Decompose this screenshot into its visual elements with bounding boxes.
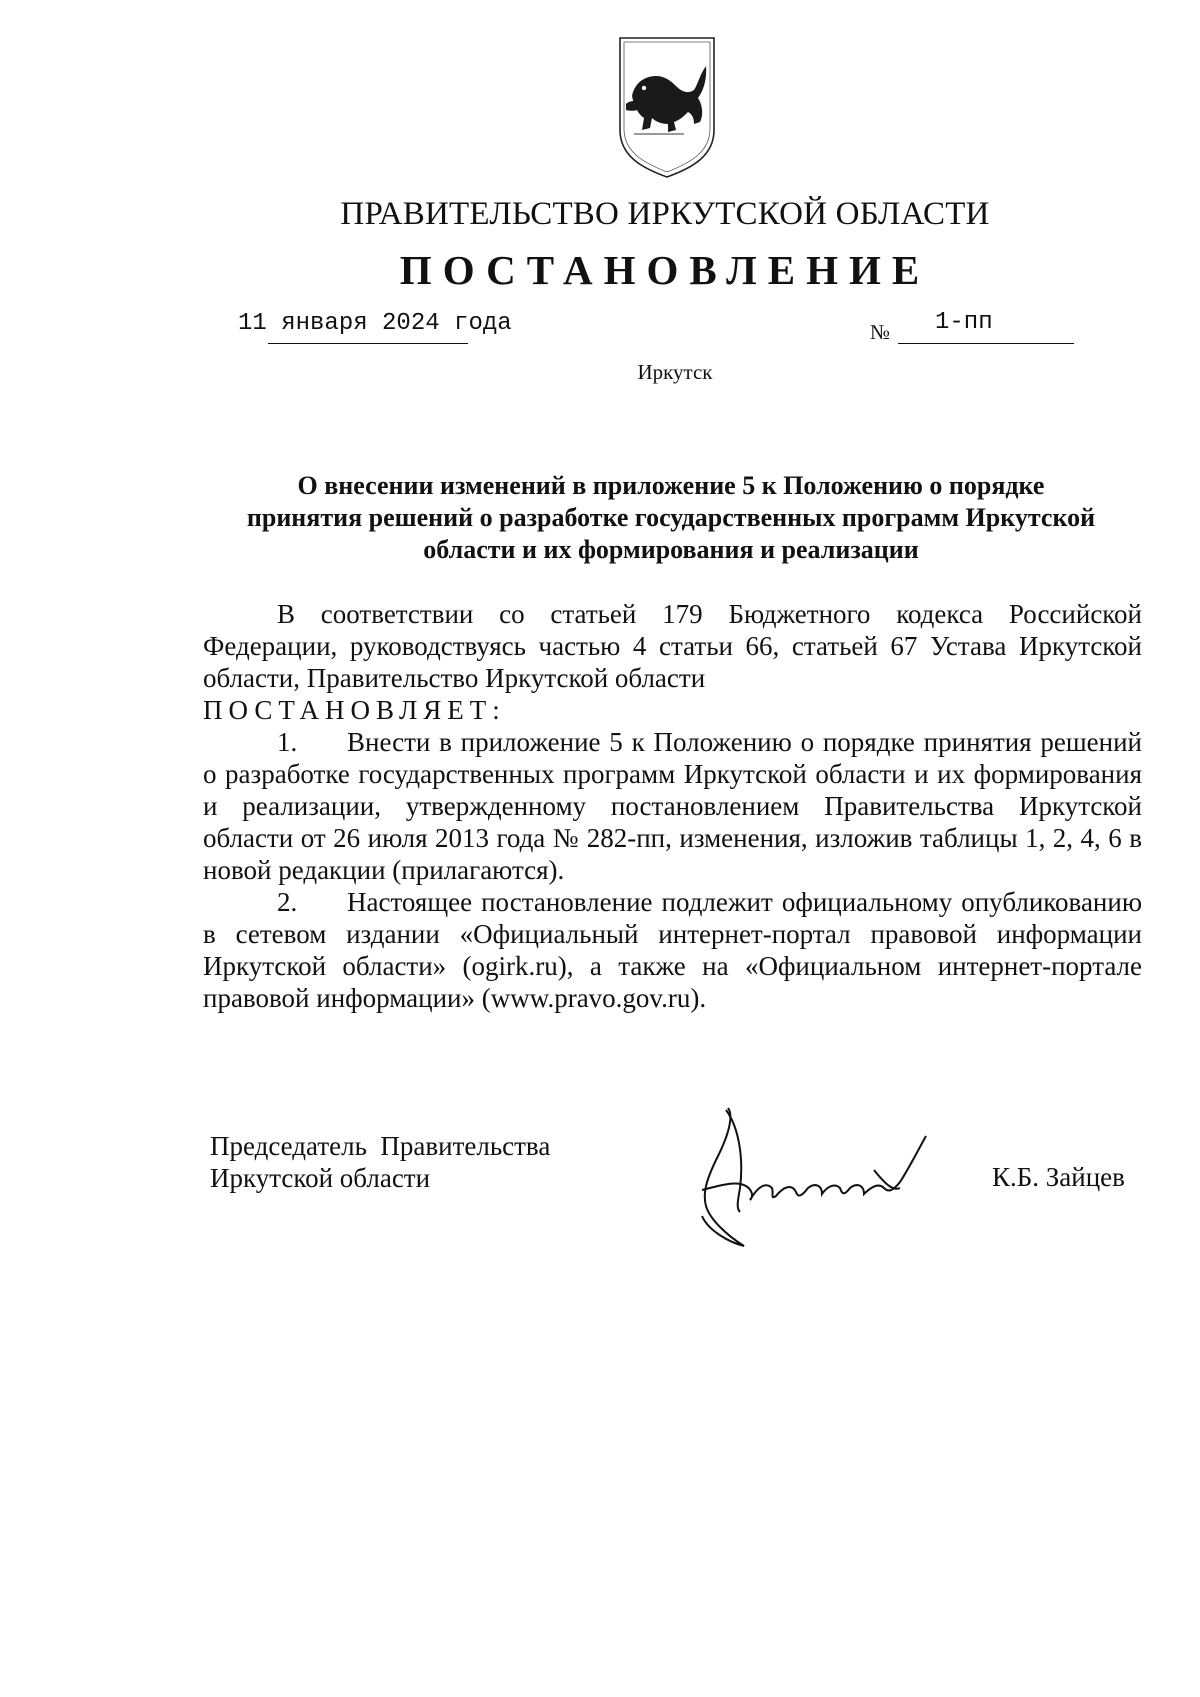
title-line: О внесении изменений в приложение 5 к Положению о порядке — [297, 471, 1045, 500]
number-underline — [898, 343, 1074, 344]
date-underline — [268, 343, 468, 344]
document-date: 11 января 2024 года — [238, 310, 512, 337]
number-sign: № — [870, 320, 891, 344]
document-body — [203, 598, 1142, 1014]
item-number: 2. — [277, 887, 298, 917]
item-2 — [203, 886, 1142, 1014]
city: Иркутск — [637, 360, 713, 384]
document-type: ПОСТАНОВЛЕНИЕ — [399, 247, 931, 293]
preamble: В соответствии со статьей 179 Бюджетного кодекса Российской Федерации, руководствуясь частью 4 статьи 66, статьей 67 Устава Иркутской области, Правительство Иркутской области — [203, 599, 1142, 693]
decree-word: ПОСТАНОВЛЯЕТ: — [203, 695, 506, 725]
signatory-position — [210, 1130, 550, 1194]
document-number: 1-пп — [935, 309, 993, 336]
item-1 — [203, 726, 1142, 886]
item-text: Внести в приложение 5 к Положению о порядке принятия решений о разработке государственных программ Иркутской области и их формирования и реализации, утвержденному постановлением Правительства Иркутской области от 26 июля 2013 года № 282-пп, изменения, изложив таблицы 1, 2, 4, 6 в новой редакции (прилагаются). — [203, 727, 1142, 885]
title-line: принятия решений о разработке государственных программ Иркутской — [246, 503, 1096, 532]
item-text: Настоящее постановление подлежит официальному опубликованию в сетевом издании «Официальный интернет-портал правовой информации Иркутской области» (ogirk.ru), а также на «Официальном интернет-портале правовой информации» (www.pravo.gov.ru). — [203, 887, 1142, 1013]
signatory-name: К.Б. Зайцев — [992, 1162, 1125, 1192]
handwritten-signature-icon — [688, 1096, 958, 1256]
title-line: области и их формирования и реализации — [423, 535, 919, 564]
government-name: ПРАВИТЕЛЬСТВО ИРКУТСКОЙ ОБЛАСТИ — [340, 196, 990, 232]
document-title — [200, 470, 1142, 566]
position-line: Иркутской области — [210, 1163, 431, 1193]
item-number: 1. — [277, 727, 298, 757]
coat-of-arms-icon — [614, 34, 720, 180]
position-line: Председатель Правительства — [210, 1131, 551, 1161]
